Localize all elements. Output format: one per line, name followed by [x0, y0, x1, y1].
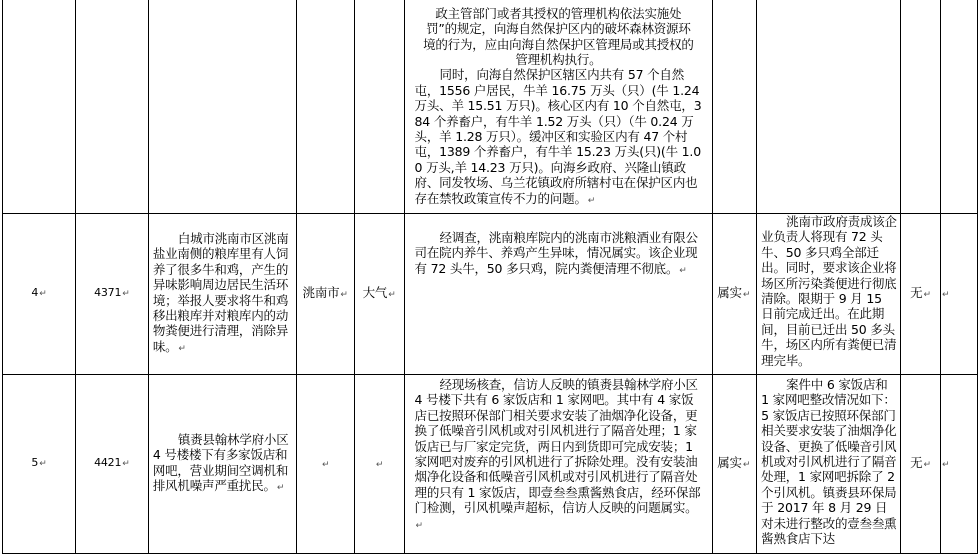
paragraph-mark-icon: ↵: [375, 459, 384, 470]
case-no-cell: [75, 214, 148, 375]
details-cell: [404, 0, 713, 214]
paragraph-mark-icon: ↵: [415, 520, 423, 531]
remark-cell: [940, 0, 977, 214]
pollution-category: 大气: [362, 284, 388, 300]
paragraph-mark-icon: ↵: [276, 482, 285, 493]
paragraph-mark-icon: ↵: [388, 289, 396, 300]
paragraph-mark-icon: ↵: [742, 289, 751, 300]
verdict-text: 属实: [717, 454, 742, 470]
handling-cell: [757, 214, 901, 375]
details-cell: [404, 375, 713, 554]
accountability-cell: [901, 375, 941, 554]
handling-cell: [757, 0, 901, 214]
city-cell: [296, 375, 354, 554]
complaint-cell: [148, 214, 296, 375]
paragraph-mark-icon: ↵: [321, 459, 330, 470]
index-cell: [3, 0, 76, 214]
accountability-cell: [901, 214, 941, 375]
accountability-cell: [901, 0, 941, 214]
accountability-text: 无: [910, 284, 923, 300]
row-index: 4: [31, 286, 39, 300]
city-cell: [296, 214, 354, 375]
paragraph-mark-icon: ↵: [587, 195, 596, 206]
case-no-cell: [75, 375, 148, 554]
paragraph-mark-icon: ↵: [178, 343, 186, 354]
paragraph-mark-icon: ↵: [122, 289, 130, 300]
complaint-text: 镇赉县翰林学府小区 4 号楼楼下有多家饭店和网吧，营业期间空调机和排风机噪声严重扰民。: [152, 431, 289, 493]
verdict-cell: [713, 375, 757, 554]
case-no-cell: [75, 0, 148, 214]
paragraph-mark-icon: ↵: [742, 459, 751, 470]
remark-cell: [940, 214, 977, 375]
paragraph-mark-icon: ↵: [122, 459, 130, 470]
details-text: 经现场核查，信访人反映的镇赉县翰林学府小区 4 号楼下共有 6 家饭店和 1 家网吧。其中有 4 家饭店已按照环保部门相关要求安装了油烟净化设备，更换了低噪音引风机或对引风机进行了隔音处理；1 家饭店已与厂家定完货，两日内到货即可完成安装；1 家网吧对废弃的引风机进行了拆除处理。没有安装油烟净化设备和低噪音引风机或对引风机进行了隔音处理的只有 1 家饭店，即壹叁叁熏酱熟食店，经环保部门检测，引风机噪声超标，信访人反映的问题属实。: [414, 377, 701, 516]
verdict-cell: [713, 214, 757, 375]
details-paragraph: 政主管部门或者其授权的管理机构依法实施处罚”的规定，向海自然保护区内的破坏森林资源环境的行为，应由向海自然保护区管理局或其授权的管理机构执行。: [423, 5, 694, 67]
index-cell: [3, 214, 76, 375]
accountability-text: 无: [910, 454, 923, 470]
handling-text: 洮南市政府责成该企业负责人将现有 72 头牛、50 多只鸡全部迁出。同时，要求该企业将场区所污染粪便进行彻底清除。限期于 9 月 15 日前完成迁出。在此期间，目前已迁出 50 多头牛，场区内所有粪便已清理完毕。: [761, 214, 897, 368]
complaint-text: 白城市洮南市区洮南盐业南侧的粮库里有人饲养了很多牛和鸡，产生的异味影响周边居民生活环境；举报人要求将牛和鸡移出粮库并对粮库内的动物粪便进行清理，消除异味。: [152, 230, 289, 354]
details-cell: [404, 214, 713, 375]
category-cell: [354, 375, 404, 554]
handling-cell: [757, 375, 901, 554]
details-paragraph: 同时，向海自然保护区辖区内共有 57 个自然屯，1556 户居民，牛羊 16.75 万头（只）(牛 1.24 万头、羊 15.51 万只)。核心区内有 10 个自然屯，384 个养畜户，有牛羊 1.52 万头（只）（牛 0.24 万头，羊 1.28 万只）。缓冲区和实验区内有 47 个村屯，1389 个养畜户，有牛羊 15.23 万头(只)(牛 1.00 万头,羊 14.23 万只)。向海乡政府、兴隆山镇政府、同发牧场、乌兰花镇政府所辖村屯在保护区内也存在禁牧政策宣传不力的问题。: [414, 67, 702, 206]
paragraph-mark-icon: ↵: [923, 289, 931, 300]
paragraph-mark-icon: ↵: [39, 459, 47, 470]
case-number: 4371: [94, 286, 122, 300]
complaint-cell: [148, 0, 296, 214]
supervision-case-table: [2, 0, 978, 554]
city-cell: [296, 0, 354, 214]
details-text: 经调查，洮南粮库院内的洮南市洮粮酒业有限公司在院内养牛、养鸡产生异味，情况属实。该企业现有 72 头牛，50 多只鸡，院内粪便清理不彻底。: [414, 230, 698, 276]
verdict-text: 属实: [717, 284, 742, 300]
paragraph-mark-icon: ↵: [923, 459, 931, 470]
paragraph-mark-icon: ↵: [679, 265, 687, 276]
city-name: 洮南市: [302, 284, 340, 300]
table-row: [3, 214, 978, 375]
remark-cell: [940, 375, 977, 554]
category-cell: [354, 0, 404, 214]
handling-text: 案件中 6 家饭店和 1 家网吧整改情况如下：5 家饭店已按照环保部门相关要求安装了油烟净化设备、更换了低噪音引风机或对引风机进行了隔音处理，1 家网吧拆除了 2 个引风机。镇赉县环保局于 2017 年 8 月 29 日对未进行整改的壹叁叁熏酱熟食店下达: [761, 377, 897, 547]
case-number: 4421: [94, 456, 122, 470]
verdict-cell: [713, 0, 757, 214]
paragraph-mark-icon: ↵: [941, 289, 950, 300]
category-cell: [354, 214, 404, 375]
paragraph-mark-icon: ↵: [340, 289, 348, 300]
complaint-cell: [148, 375, 296, 554]
row-index: 5: [31, 456, 39, 470]
paragraph-mark-icon: ↵: [941, 459, 950, 470]
table-row: [3, 0, 978, 214]
index-cell: [3, 375, 76, 554]
paragraph-mark-icon: ↵: [39, 289, 47, 300]
table-row: [3, 375, 978, 554]
